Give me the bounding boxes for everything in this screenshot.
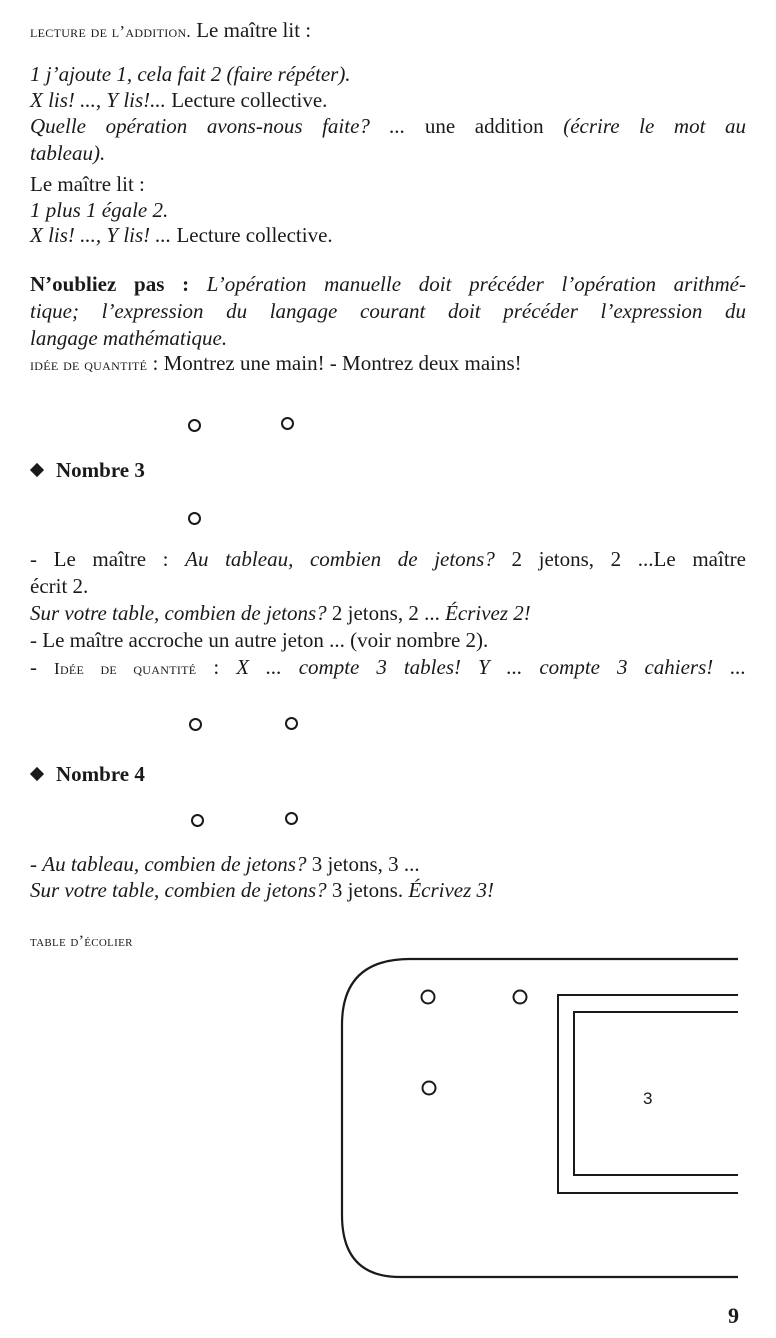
nombre4-line-1: - Au tableau, combien de jetons? 3 jetons, 3 ... [30, 852, 420, 876]
nombre3-line-2: écrit 2. [30, 574, 89, 598]
line-maitre-lit: Le maître lit : [30, 172, 145, 196]
nombre3-line-5: - Idée de quantité : X ... compte 3 tables! Y ... compte 3 cahiers! ... [30, 655, 746, 679]
table-outline [342, 959, 738, 1277]
noubliez-line-3: langage mathématique. [30, 326, 228, 350]
line-x-lis-2: X lis! ..., Y lis! ... Lecture collective. [30, 223, 333, 247]
slate-inner-frame [574, 1012, 738, 1175]
nombre3-line-3: Sur votre table, combien de jetons? 2 jetons, 2 ... Écrivez 2! [30, 601, 531, 625]
token-circle [514, 991, 527, 1004]
token-circle [423, 1082, 436, 1095]
nombre3-line-4: - Le maître accroche un autre jeton ... (voir nombre 2). [30, 628, 489, 652]
nombre3-line-1: - Le maître : Au tableau, combien de jetons? 2 jetons, 2 ...Le maître [30, 547, 746, 571]
idee-quantite-1: idée de quantité : Montrez une main! - Montrez deux mains! [30, 351, 522, 375]
nombre4-line-2: Sur votre table, combien de jetons? 3 jetons. Écrivez 3! [30, 878, 495, 902]
page-number: 9 [728, 1303, 739, 1328]
lecture-rest: Le maître lit : [190, 18, 312, 42]
slate-number: 3 [643, 1089, 653, 1108]
lecture-label: lecture de l’addition. [30, 22, 191, 41]
line-quelle-operation: Quelle opération avons-nous faite? ... une addition (écrire le mot au [30, 114, 746, 138]
table-ecolier-label: table d’écolier [30, 933, 133, 950]
token-circle [422, 991, 435, 1004]
line-1-plus-1: 1 plus 1 égale 2. [30, 198, 169, 222]
noubliez-line-1: N’oubliez pas : L’opération manuelle doit précéder l’opération arithmé- [30, 272, 746, 296]
nombre-4-heading: Nombre 4 [30, 762, 145, 786]
line-j-ajoute: 1 j’ajoute 1, cela fait 2 (faire répéter). [30, 62, 351, 86]
noubliez-bold: N’oubliez pas : [30, 272, 190, 296]
nombre-3-heading: Nombre 3 [30, 458, 145, 482]
line-x-lis-1: X lis! ..., Y lis!... Lecture collective. [30, 88, 328, 112]
line-tableau: tableau). [30, 141, 106, 165]
noubliez-line-2: tique; l’expression du langage courant doit précéder l’expression du [30, 299, 746, 323]
